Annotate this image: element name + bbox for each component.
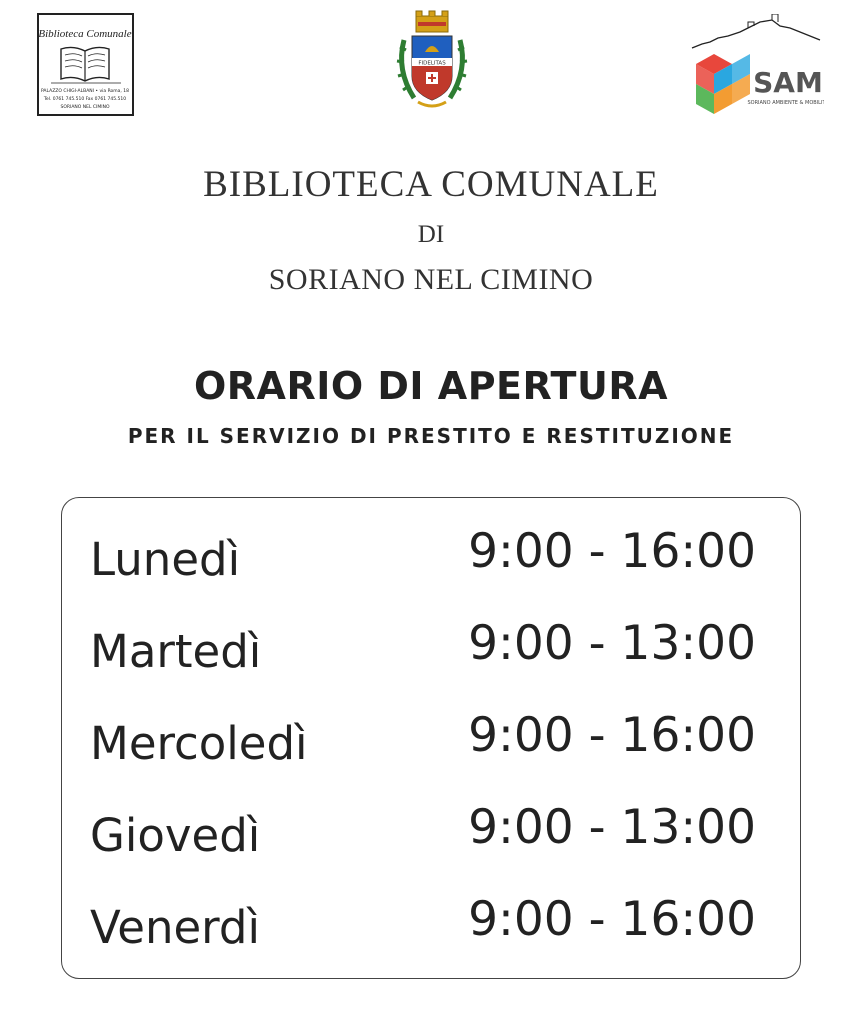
crest-motto: FIDELITAS xyxy=(418,60,446,67)
schedule-row xyxy=(62,708,800,778)
biblioteca-logo-address: PALAZZO CHIGI-ALBANI • via Roma, 18 xyxy=(41,89,129,94)
schedule-row xyxy=(62,616,800,686)
service-subheading: PER IL SERVIZIO DI PRESTITO E RESTITUZIONE xyxy=(127,424,735,448)
schedule-row xyxy=(62,524,800,594)
biblioteca-logo-name: Biblioteca Comunale xyxy=(39,28,132,40)
sam-icon xyxy=(688,14,824,120)
schedule-day: Martedì xyxy=(90,625,262,678)
schedule-hours: 9:00 - 16:00 xyxy=(468,708,756,763)
sam-logo xyxy=(688,14,824,120)
schedule-hours: 9:00 - 13:00 xyxy=(468,616,756,671)
schedule-day: Venerdì xyxy=(90,901,260,954)
library-town: SORIANO NEL CIMINO xyxy=(268,263,594,296)
library-title-di: DI xyxy=(417,221,445,248)
sam-logo-tagline: SORIANO AMBIENTE & MOBILITÀ xyxy=(747,100,824,106)
book-icon xyxy=(39,15,132,114)
schedule-hours: 9:00 - 16:00 xyxy=(468,892,756,947)
library-title: BIBLIOTECA COMUNALE xyxy=(203,164,659,205)
town-crest-logo xyxy=(392,10,472,114)
schedule-day: Lunedì xyxy=(90,533,241,586)
sam-logo-name: SAM xyxy=(753,66,823,99)
schedule-row xyxy=(62,892,800,962)
schedule-box xyxy=(61,497,801,979)
schedule-day: Mercoledì xyxy=(90,717,308,770)
biblioteca-logo xyxy=(37,13,134,116)
schedule-row xyxy=(62,800,800,870)
crest-icon xyxy=(392,10,472,114)
biblioteca-logo-town: SORIANO NEL CIMINO xyxy=(60,105,110,110)
schedule-hours: 9:00 - 13:00 xyxy=(468,800,756,855)
schedule-day: Giovedì xyxy=(90,809,261,862)
biblioteca-logo-phone: Tel. 0761 745.510 Fax 0761 745.510 xyxy=(43,97,127,102)
schedule-hours: 9:00 - 16:00 xyxy=(468,524,756,579)
opening-hours-heading: ORARIO DI APERTURA xyxy=(193,364,669,408)
